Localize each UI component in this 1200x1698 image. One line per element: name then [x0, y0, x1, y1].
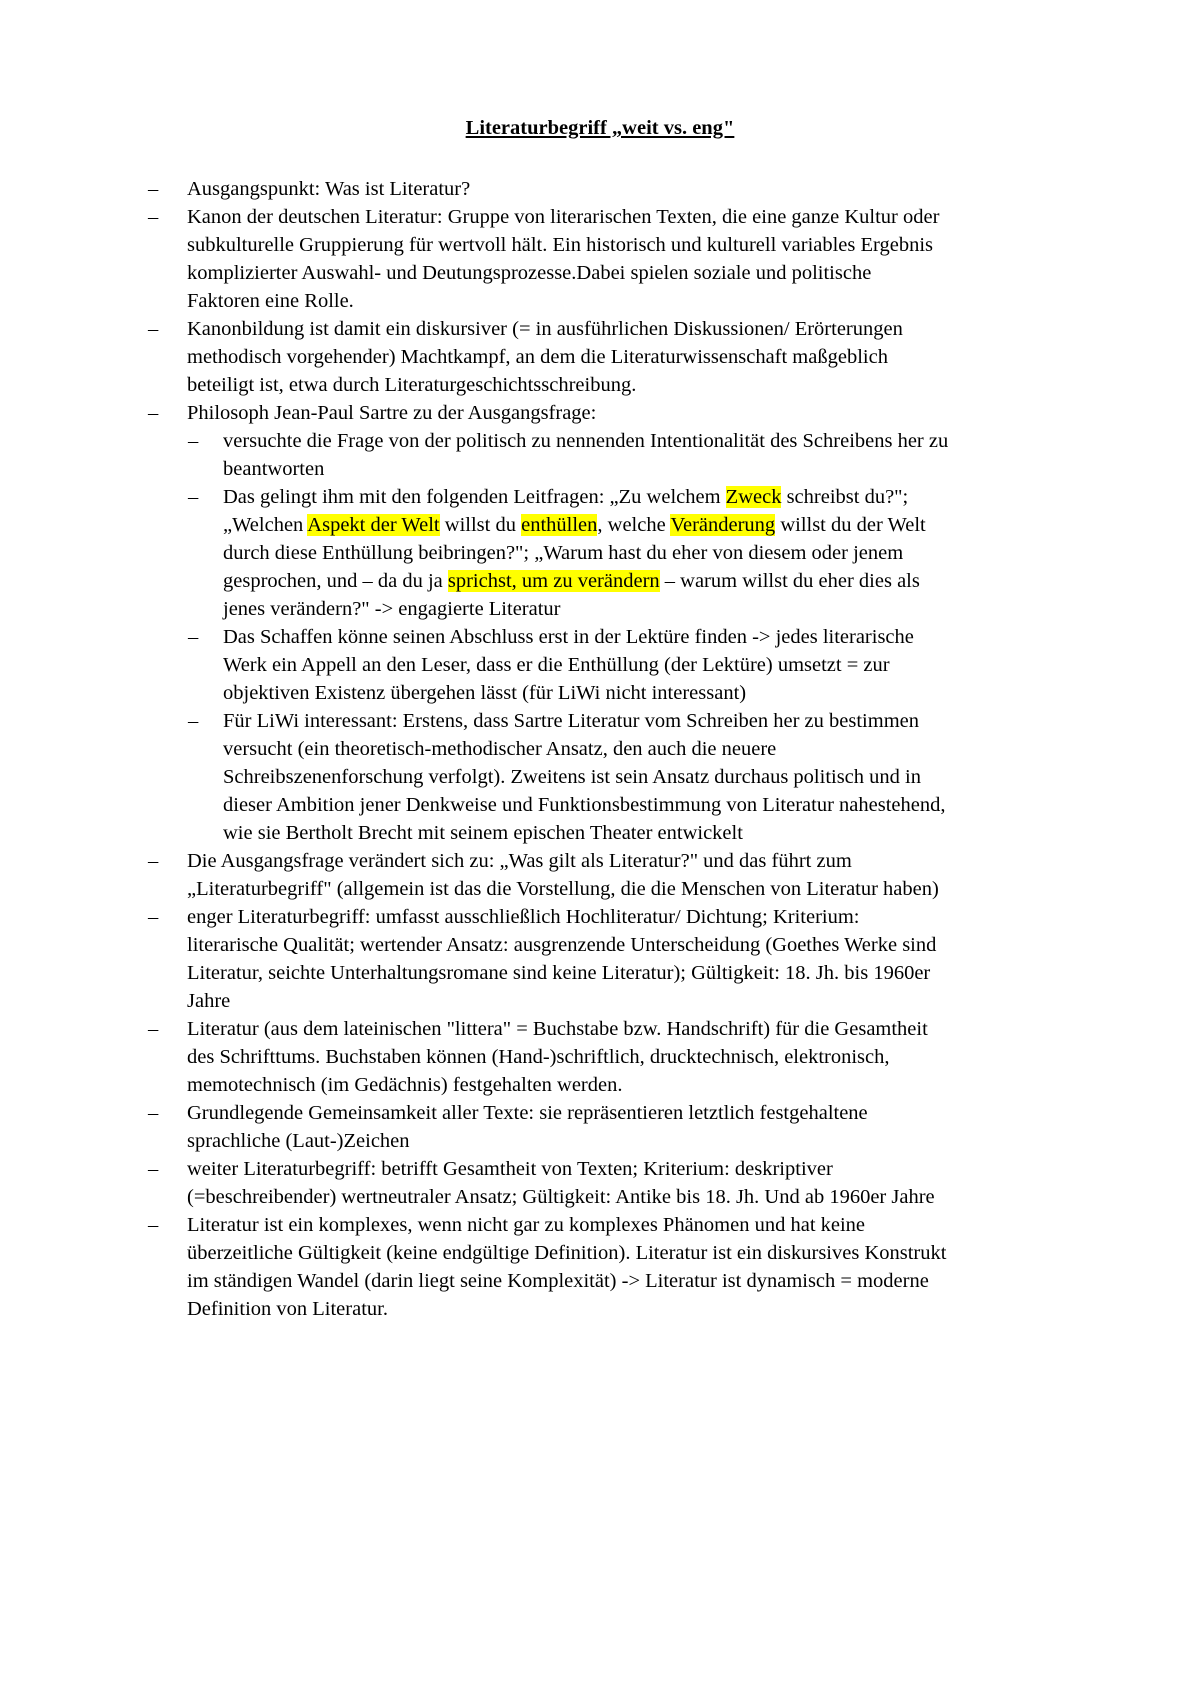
text-line: enger Literaturbegriff: umfasst ausschließlich Hochliteratur/ Dichtung; Kriterium:: [187, 906, 860, 928]
list-item: [0, 903, 1100, 1015]
text-line: Ausgangspunkt: Was ist Literatur?: [187, 178, 471, 200]
text-line: literarische Qualität; wertender Ansatz: ausgrenzende Unterscheidung (Goethes Werke sind: [187, 934, 937, 956]
text-line: [223, 511, 1100, 539]
bullet-dash: –: [148, 1158, 159, 1180]
bullet-dash: –: [148, 850, 159, 872]
text-line: „Literaturbegriff" (allgemein ist das die Vorstellung, die die Menschen von Literatur haben): [187, 878, 939, 900]
text-line: versuchte die Frage von der politisch zu nennenden Intentionalität des Schreibens her zu: [223, 430, 949, 452]
bullet-dash: –: [148, 402, 159, 424]
text-line: Jahre: [187, 990, 231, 1012]
text-line: [223, 539, 1100, 567]
text-segment: willst du der Welt: [775, 514, 926, 536]
text-line: Schreibszenenforschung verfolgt). Zweitens ist sein Ansatz durchaus politisch und in: [223, 766, 921, 788]
bullet-dash: –: [188, 710, 199, 732]
highlighted-text: Veränderung: [670, 514, 776, 536]
sub-list-item: [0, 483, 1100, 623]
bullet-dash: –: [148, 1018, 159, 1040]
text-segment: , welche: [597, 514, 671, 536]
bullet-list: [0, 175, 1200, 1323]
bullet-dash: –: [148, 906, 159, 928]
text-segment: „Welchen: [223, 514, 308, 536]
text-segment: durch diese Enthüllung beibringen?"; „Warum hast du eher von diesem oder jenem: [223, 542, 904, 564]
text-line: memotechnisch (im Gedächnis) festgehalten werden.: [187, 1074, 623, 1096]
highlighted-text: sprichst, um zu verändern: [447, 570, 660, 592]
list-item: [0, 1015, 1100, 1099]
bullet-dash: –: [148, 178, 159, 200]
text-line: Faktoren eine Rolle.: [187, 290, 354, 312]
highlighted-text: enthüllen: [521, 514, 598, 536]
text-line: dieser Ambition jener Denkweise und Funktionsbestimmung von Literatur nahestehend,: [223, 794, 946, 816]
sub-list-item: [0, 707, 1100, 847]
text-line: versucht (ein theoretisch-methodischer Ansatz, den auch die neuere: [223, 738, 777, 760]
text-segment: willst du: [439, 514, 522, 536]
text-line: wie sie Bertholt Brecht mit seinem epischen Theater entwickelt: [223, 822, 743, 844]
list-item: [0, 399, 1100, 427]
text-line: Werk ein Appell an den Leser, dass er die Enthüllung (der Lektüre) umsetzt = zur: [223, 654, 890, 676]
text-segment: jenes verändern?" -> engagierte Literatur: [223, 598, 561, 620]
text-segment: gesprochen, und – da du ja: [223, 570, 448, 592]
highlighted-text: Aspekt der Welt: [307, 514, 440, 536]
list-item: [0, 203, 1100, 315]
sub-list-item: [0, 427, 1100, 483]
text-line: beteiligt ist, etwa durch Literaturgeschichtsschreibung.: [187, 374, 637, 396]
text-line: (=beschreibender) wertneutraler Ansatz; Gültigkeit: Antike bis 18. Jh. Und ab 1960er Jahre: [187, 1186, 935, 1208]
list-item: [0, 175, 1100, 203]
text-line: beantworten: [223, 458, 325, 480]
text-line: [223, 483, 1100, 511]
bullet-dash: –: [148, 1102, 159, 1124]
text-line: [223, 595, 1100, 623]
text-segment: – warum willst du eher dies als: [659, 570, 920, 592]
list-item: [0, 1099, 1100, 1155]
bullet-dash: –: [148, 318, 159, 340]
text-line: subkulturelle Gruppierung für wertvoll hält. Ein historisch und kulturell variables Ergebnis: [187, 234, 934, 256]
text-line: Philosoph Jean-Paul Sartre zu der Ausgangsfrage:: [187, 402, 597, 424]
list-item: [0, 1211, 1100, 1323]
text-line: objektiven Existenz übergehen lässt (für LiWi nicht interessant): [223, 682, 747, 704]
text-segment: Das gelingt ihm mit den folgenden Leitfragen: „Zu welchem: [223, 486, 726, 508]
text-line: [223, 567, 1100, 595]
bullet-dash: –: [148, 206, 159, 228]
text-line: des Schrifttums. Buchstaben können (Hand-)schriftlich, drucktechnisch, elektronisch,: [187, 1046, 890, 1068]
text-line: Kanon der deutschen Literatur: Gruppe von literarischen Texten, die eine ganze Kultur oder: [187, 206, 940, 228]
bullet-dash: –: [188, 486, 199, 508]
text-segment: schreibst du?";: [781, 486, 909, 508]
text-line: Kanonbildung ist damit ein diskursiver (= in ausführlichen Diskussionen/ Erörterungen: [187, 318, 903, 340]
highlighted-text: Zweck: [725, 486, 782, 508]
bullet-dash: –: [188, 430, 199, 452]
list-item: [0, 315, 1100, 399]
text-line: weiter Literaturbegriff: betrifft Gesamtheit von Texten; Kriterium: deskriptiver: [187, 1158, 833, 1180]
text-line: Das Schaffen könne seinen Abschluss erst in der Lektüre finden -> jedes literarische: [223, 626, 914, 648]
text-line: Die Ausgangsfrage verändert sich zu: „Was gilt als Literatur?" und das führt zum: [187, 850, 852, 872]
text-line: Literatur, seichte Unterhaltungsromane sind keine Literatur); Gültigkeit: 18. Jh. bis 1960er: [187, 962, 931, 984]
text-line: im ständigen Wandel (darin liegt seine Komplexität) -> Literatur ist dynamisch = moderne: [187, 1270, 929, 1292]
text-line: Definition von Literatur.: [187, 1298, 388, 1320]
text-line: sprachliche (Laut-)Zeichen: [187, 1130, 410, 1152]
list-item: [0, 1155, 1100, 1211]
text-line: methodisch vorgehender) Machtkampf, an dem die Literaturwissenschaft maßgeblich: [187, 346, 888, 368]
text-line: Grundlegende Gemeinsamkeit aller Texte: sie repräsentieren letztlich festgehaltene: [187, 1102, 868, 1124]
text-line: Literatur (aus dem lateinischen "littera" = Buchstabe bzw. Handschrift) für die Gesamtheit: [187, 1018, 928, 1040]
text-line: überzeitliche Gültigkeit (keine endgültige Definition). Literatur ist ein diskursives Konstrukt: [187, 1242, 947, 1264]
list-item: [0, 847, 1100, 903]
bullet-dash: –: [188, 626, 199, 648]
text-line: Für LiWi interessant: Erstens, dass Sartre Literatur vom Schreiben her zu bestimmen: [223, 710, 919, 732]
text-line: komplizierter Auswahl- und Deutungsprozesse.Dabei spielen soziale und politische: [187, 262, 872, 284]
bullet-dash: –: [148, 1214, 159, 1236]
text-line: Literatur ist ein komplexes, wenn nicht gar zu komplexes Phänomen und hat keine: [187, 1214, 866, 1236]
sub-list-item: [0, 623, 1100, 707]
document-title: Literaturbegriff „weit vs. eng": [465, 117, 735, 139]
